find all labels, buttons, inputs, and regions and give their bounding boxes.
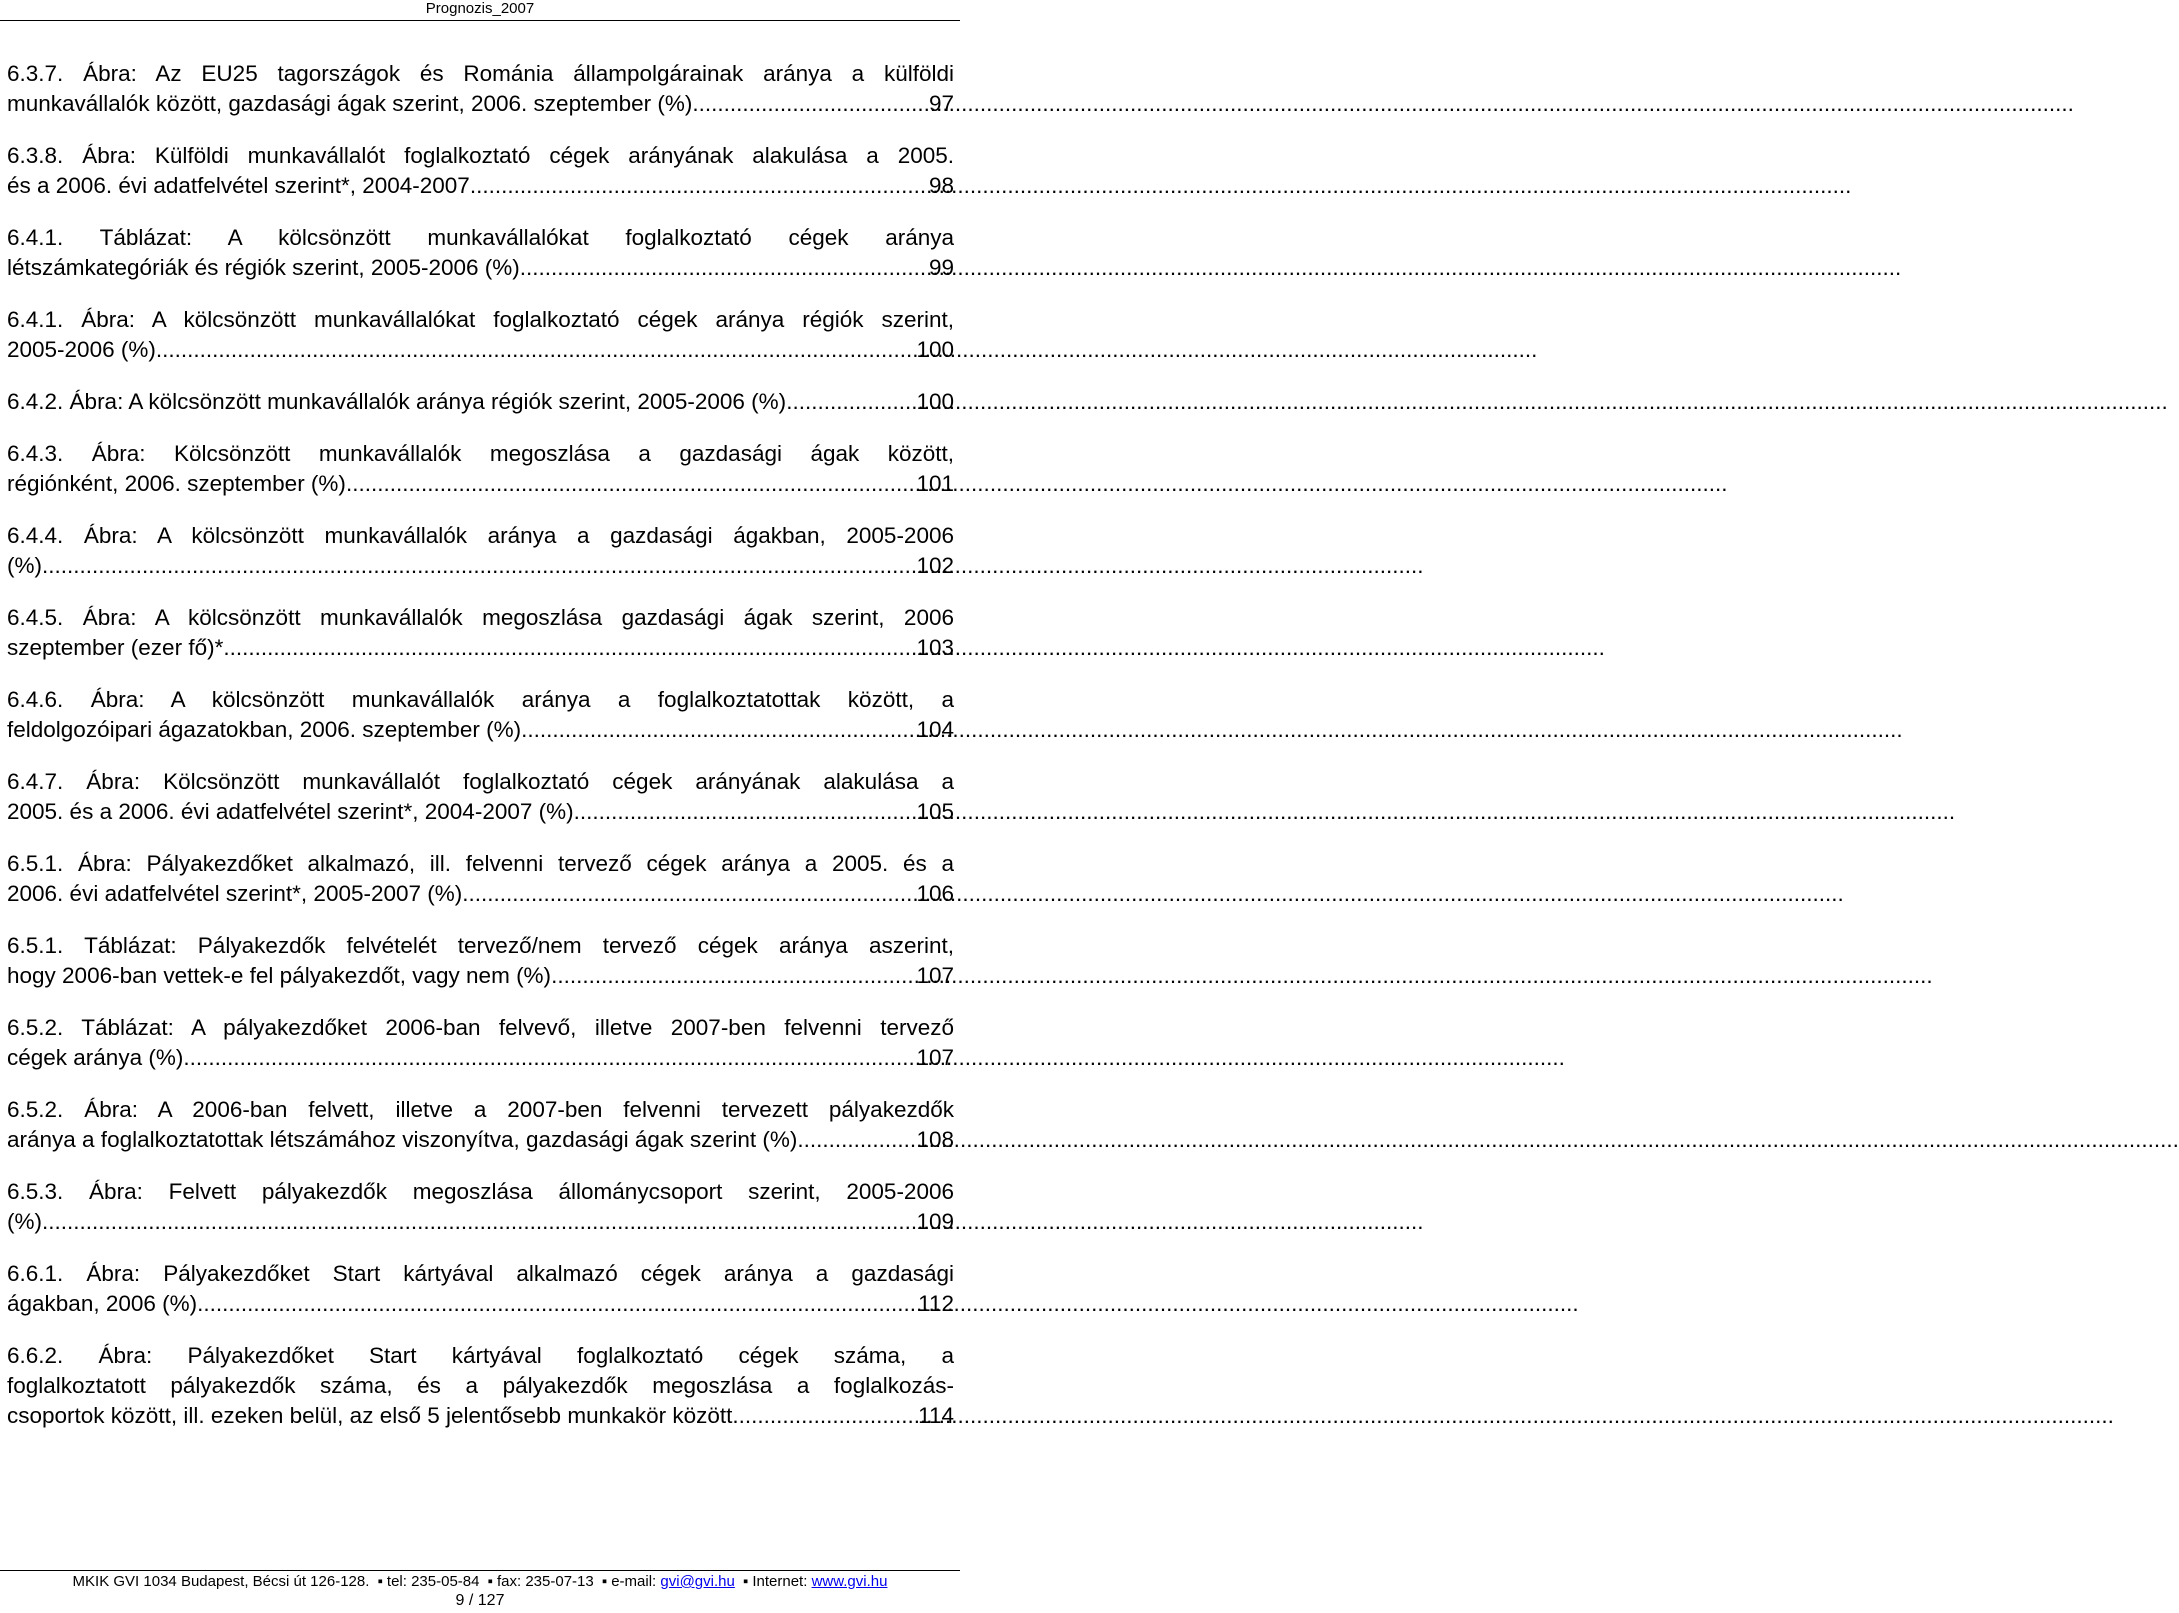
dot-leader — [223, 633, 914, 663]
toc-page-number: 112 — [918, 1291, 954, 1316]
dot-leader — [732, 1401, 916, 1431]
toc-page-number: 105 — [916, 799, 954, 824]
toc-entry-last-line — [7, 171, 954, 201]
toc-page-number: 109 — [916, 1209, 954, 1234]
toc-page-number: 106 — [916, 881, 954, 906]
toc-entry[interactable] — [7, 931, 954, 991]
toc-entry-text: munkavállalók között, gazdasági ágak szerint, 2006. szeptember (%) — [7, 91, 693, 116]
toc-entry[interactable] — [7, 1341, 954, 1431]
toc-page-number: 102 — [916, 553, 954, 578]
dot-leader — [797, 1125, 914, 1155]
toc-page-number: 103 — [916, 635, 954, 660]
dot-leader — [197, 1289, 916, 1319]
page-footer — [0, 1570, 960, 1591]
footer-address: 1034 Budapest, Bécsi út 126-128. — [143, 1573, 370, 1590]
toc-entry-last-line — [7, 1289, 954, 1319]
toc-entry[interactable] — [7, 141, 954, 201]
toc-entry-text: hogy 2006-ban vettek-e fel pályakezdőt, vagy nem (%) — [7, 963, 552, 988]
toc-entry-last-line — [7, 1401, 954, 1431]
toc-entry-text: csoportok között, ill. ezeken belül, az első 5 jelentősebb munkakör között — [7, 1403, 733, 1428]
footer-fax: fax: 235-07-13 — [496, 1573, 594, 1590]
toc-entry-last-line — [7, 1043, 954, 1073]
toc-entry-line: 6.4.6. Ábra: A kölcsönzött munkavállalók aránya a foglalkoztatottak között, a — [7, 687, 954, 712]
toc-page-number: 108 — [916, 1127, 954, 1152]
toc-entry-last-line — [7, 335, 954, 365]
toc-entry[interactable] — [7, 849, 954, 909]
toc-page-number: 107 — [916, 963, 954, 988]
dot-leader — [346, 469, 915, 499]
toc-page-number: 101 — [916, 471, 954, 496]
toc-entry[interactable] — [7, 767, 954, 827]
toc-entry-text: 6.4.2. Ábra: A kölcsönzött munkavállalók aránya régiók szerint, 2005-2006 (%) — [7, 389, 787, 414]
toc-entry-line: 6.4.1. Ábra: A kölcsönzött munkavállalókat foglalkoztató cégek aránya régiók szerint, — [7, 307, 954, 332]
toc-entry-line: 6.4.4. Ábra: A kölcsönzött munkavállalók aránya a gazdasági ágakban, 2005-2006 — [7, 523, 954, 548]
toc-entry-line: 6.5.2. Ábra: A 2006-ban felvett, illetve a 2007-ben felvenni tervezett pályakezdők — [7, 1097, 954, 1122]
toc-entry[interactable] — [7, 59, 954, 119]
toc-entry[interactable] — [7, 521, 954, 581]
toc-entry-text: aránya a foglalkoztatottak létszámához viszonyítva, gazdasági ágak szerint (%) — [7, 1127, 798, 1152]
toc-page-number: 99 — [928, 255, 954, 280]
toc-entry-line: 6.5.3. Ábra: Felvett pályakezdők megoszlása állománycsoport szerint, 2005-2006 — [7, 1179, 954, 1204]
dot-leader — [156, 335, 915, 365]
toc-entry[interactable] — [7, 387, 954, 417]
footer-email-link[interactable]: gvi@gvi.hu — [660, 1573, 735, 1590]
bullet-separator: ▪ — [743, 1573, 749, 1590]
toc-entry[interactable] — [7, 1095, 954, 1155]
footer-org: MKIK GVI — [72, 1573, 140, 1590]
toc-entry-text: létszámkategóriák és régiók szerint, 2005-2006 (%) — [7, 255, 520, 280]
bullet-separator: ▪ — [377, 1573, 383, 1590]
toc-entry-last-line — [7, 1207, 954, 1237]
bullet-separator: ▪ — [487, 1573, 493, 1590]
dot-leader — [786, 387, 914, 417]
document-title: Prognozis_2007 — [425, 0, 535, 17]
toc-page-number: 98 — [928, 173, 954, 198]
dot-leader — [692, 89, 927, 119]
toc-entry-line: 6.5.1. Táblázat: Pályakezdők felvételét tervező/nem tervező cégek aránya aszerint, — [7, 933, 954, 958]
running-header — [0, 0, 960, 21]
dot-leader — [551, 961, 914, 991]
toc-entry[interactable] — [7, 1013, 954, 1073]
toc-entry-last-line — [7, 551, 954, 581]
bullet-separator: ▪ — [601, 1573, 608, 1590]
toc-entry-line: 6.4.5. Ábra: A kölcsönzött munkavállalók megoszlása gazdasági ágak szerint, 2006 — [7, 605, 954, 630]
toc-entry-last-line — [7, 797, 954, 827]
toc-entry-last-line — [7, 469, 954, 499]
toc-entry-line: 6.4.1. Táblázat: A kölcsönzött munkavállalókat foglalkoztató cégek aránya — [7, 225, 954, 250]
toc-entry-last-line — [7, 387, 954, 417]
toc-entry-text: (%) — [7, 1209, 42, 1234]
toc-entry-line: 6.5.1. Ábra: Pályakezdőket alkalmazó, ill. felvenni tervező cégek aránya a 2005. és a — [7, 851, 954, 876]
dot-leader — [462, 879, 914, 909]
dot-leader — [42, 1207, 914, 1237]
dot-leader — [183, 1043, 914, 1073]
footer-tel: tel: 235-05-84 — [386, 1573, 480, 1590]
toc-entry-line: 6.6.1. Ábra: Pályakezdőket Start kártyával alkalmazó cégek aránya a gazdasági — [7, 1261, 954, 1286]
toc-page-number: 100 — [916, 389, 954, 414]
dot-leader — [42, 551, 914, 581]
toc-entry-text: 2005-2006 (%) — [7, 337, 156, 362]
toc-entry-last-line — [7, 89, 954, 119]
page-number: 9 / 127 — [455, 1592, 505, 1609]
toc-entry-line: foglalkoztatott pályakezdők száma, és a pályakezdők megoszlása a foglalkozás- — [7, 1373, 954, 1398]
toc-entry-text: 2006. évi adatfelvétel szerint*, 2005-2007 (%) — [7, 881, 463, 906]
toc-entry-text: ágakban, 2006 (%) — [7, 1291, 198, 1316]
toc-entry[interactable] — [7, 603, 954, 663]
toc-entry-line: 6.5.2. Táblázat: A pályakezdőket 2006-ban felvevő, illetve 2007-ben felvenni tervező — [7, 1015, 954, 1040]
toc-entry-line: 6.3.7. Ábra: Az EU25 tagországok és Románia állampolgárainak aránya a külföldi — [7, 61, 954, 86]
dot-leader — [520, 253, 927, 283]
toc-entry-text: feldolgozóipari ágazatokban, 2006. szeptember (%) — [7, 717, 522, 742]
dot-leader — [470, 171, 927, 201]
toc-entry-text: (%) — [7, 553, 42, 578]
toc-page-number: 114 — [918, 1403, 954, 1428]
toc-entry-last-line — [7, 961, 954, 991]
footer-web-label: Internet: — [752, 1573, 808, 1590]
toc-entry[interactable] — [7, 685, 954, 745]
dot-leader — [521, 715, 914, 745]
toc-entry-last-line — [7, 633, 954, 663]
toc-entry-text: és a 2006. évi adatfelvétel szerint*, 2004-2007 — [7, 173, 470, 198]
toc-page-number: 104 — [916, 717, 954, 742]
toc-entry-last-line — [7, 1125, 954, 1155]
toc-entry-text: 2005. és a 2006. évi adatfelvétel szerint*, 2004-2007 (%) — [7, 799, 574, 824]
toc-entry[interactable] — [7, 439, 954, 499]
toc-entry-line: 6.6.2. Ábra: Pályakezdőket Start kártyával foglalkoztató cégek száma, a — [7, 1343, 954, 1368]
toc-entry-line: 6.3.8. Ábra: Külföldi munkavállalót foglalkoztató cégek arányának alakulása a 2005. — [7, 143, 954, 168]
toc-entry[interactable] — [7, 223, 954, 283]
toc-page-number: 107 — [916, 1045, 954, 1070]
toc-entry-line: 6.4.3. Ábra: Kölcsönzött munkavállalók megoszlása a gazdasági ágak között, — [7, 441, 954, 466]
toc-page-number: 100 — [916, 337, 954, 362]
dot-leader — [574, 797, 915, 827]
toc-entry-text: szeptember (ezer fő)* — [7, 635, 224, 660]
toc-entry[interactable] — [7, 1259, 954, 1319]
toc-entry-text: régiónként, 2006. szeptember (%) — [7, 471, 346, 496]
toc-page-number: 97 — [928, 91, 954, 116]
toc-entry[interactable] — [7, 1177, 954, 1237]
toc-entry-last-line — [7, 879, 954, 909]
toc-entry[interactable] — [7, 305, 954, 365]
toc-entry-text: cégek aránya (%) — [7, 1045, 184, 1070]
table-of-figures — [7, 59, 954, 1453]
footer-web-link[interactable]: www.gvi.hu — [811, 1573, 888, 1590]
toc-entry-line: 6.4.7. Ábra: Kölcsönzött munkavállalót foglalkoztató cégek arányának alakulása a — [7, 769, 954, 794]
footer-email-label: e-mail: — [611, 1573, 657, 1590]
toc-entry-last-line — [7, 715, 954, 745]
toc-entry-last-line — [7, 253, 954, 283]
